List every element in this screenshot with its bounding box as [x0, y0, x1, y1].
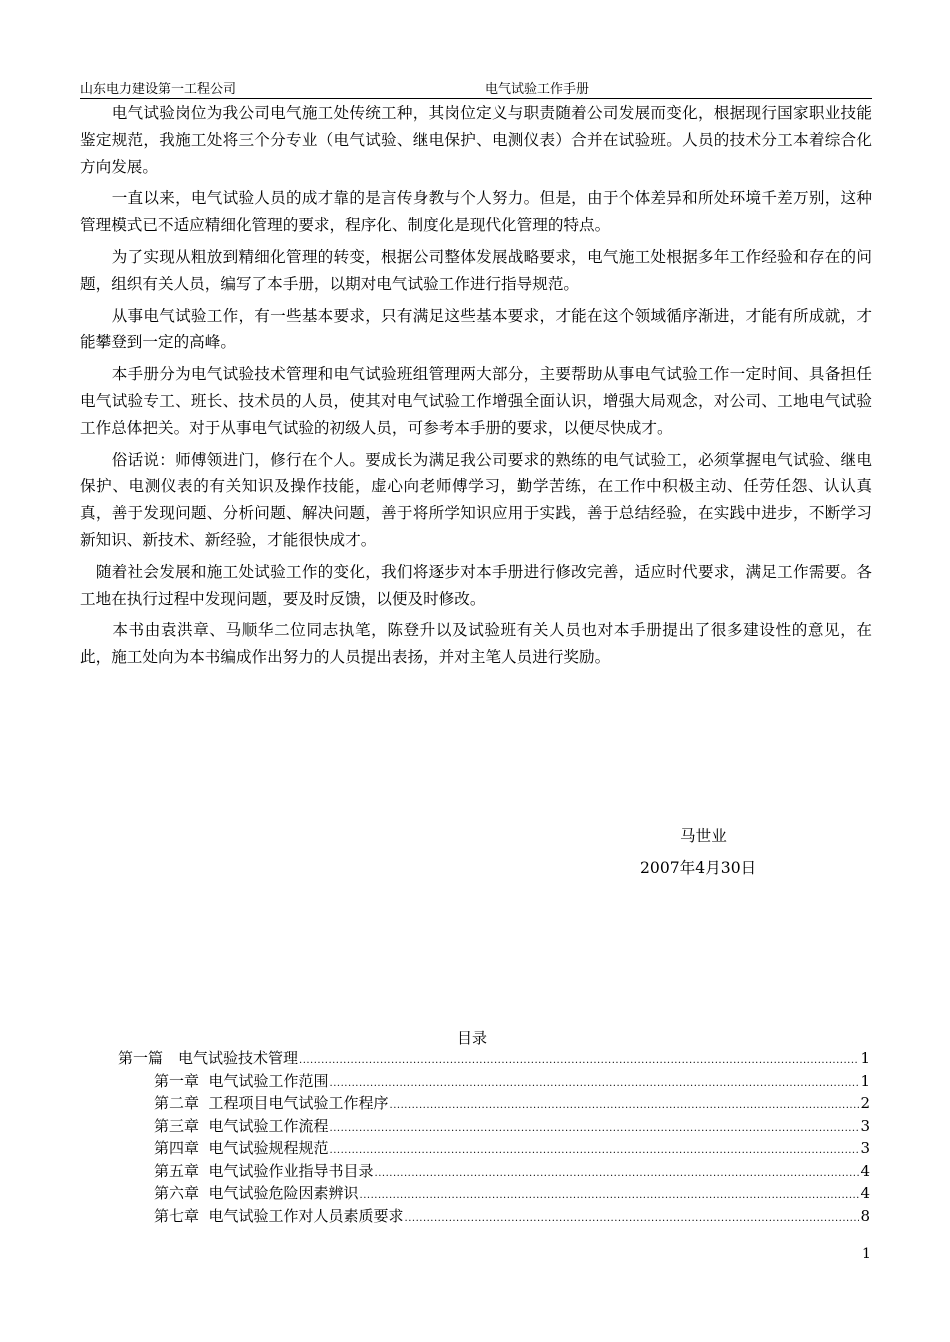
toc-entry[interactable]: [118, 1137, 870, 1160]
paragraph: 一直以来，电气试验人员的成才靠的是言传身教与个人努力。但是，由于个体差异和所处环境千差万别，这种管理模式已不适应精细化管理的要求，程序化、制度化是现代化管理的特点。: [80, 189, 872, 235]
toc-entry-page: 2: [860, 1094, 870, 1112]
toc-entry-page: 1: [860, 1049, 870, 1067]
toc-entry-page: 4: [860, 1184, 870, 1202]
toc-entry-label: 第七章 电气试验工作对人员素质要求: [154, 1206, 404, 1225]
page-number: 1: [862, 1246, 871, 1262]
paragraph: 电气试验岗位为我公司电气施工处传统工种，其岗位定义与职责随着公司发展而变化，根据现行国家职业技能鉴定规范，我施工处将三个分专业（电气试验、继电保护、电测仪表）合并在试验班。人员的技术分工本着综合化方向发展。: [80, 104, 872, 176]
toc-entry-page: 1: [860, 1071, 870, 1090]
toc-entry[interactable]: [118, 1160, 870, 1183]
toc-title: 目录: [457, 1029, 488, 1047]
toc-entry-label: 第二章 工程项目电气试验工作程序: [154, 1094, 389, 1112]
paragraph: 本手册分为电气试验技术管理和电气试验班组管理两大部分，主要帮助从事电气试验工作一定时间、具备担任电气试验专工、班长、技术员的人员，使其对电气试验工作增强全面认识，增强大局观念，对公司、工地电气试验工作总体把关。对于从事电气试验的初级人员，可参考本手册的要求，以便尽快成才。: [80, 365, 872, 437]
toc-entry[interactable]: [118, 1115, 870, 1138]
toc-entry[interactable]: [118, 1092, 870, 1115]
toc-entry-page: 4: [860, 1161, 870, 1180]
toc-leader-dots: [360, 1185, 860, 1208]
paragraph: 从事电气试验工作，有一些基本要求，只有满足这些基本要求，才能在这个领域循序渐进，才能有所成就，才能攀登到一定的高峰。: [80, 306, 872, 352]
toc-entry-label: 第一章 电气试验工作范围: [154, 1071, 329, 1090]
toc-entry[interactable]: [118, 1182, 870, 1205]
paragraph: 俗话说：师傅领进门，修行在个人。要成长为满足我公司要求的熟练的电气试验工，必须掌握电气试验、继电保护、电测仪表的有关知识及操作技能，虚心向老师傅学习，勤学苦练，在工作中积极主动、任劳任怨、认认真真，善于发现问题、分析问题、解决问题，善于将所学知识应用于实践，善于总结经验，在实践中进步，不断学习新知识、新技术、新经验，才能很快成才。: [80, 450, 872, 549]
toc-leader-dots: [299, 1050, 859, 1073]
signature-name: 马世业: [680, 827, 727, 845]
toc-leader-dots: [405, 1208, 860, 1231]
table-of-contents: [118, 1047, 870, 1227]
toc-entry-label: 第四章 电气试验规程规范: [154, 1139, 329, 1157]
toc-entry[interactable]: [118, 1205, 870, 1228]
header-title: 电气试验工作手册: [485, 82, 590, 97]
toc-entry[interactable]: [118, 1047, 870, 1070]
toc-leader-dots: [330, 1140, 860, 1163]
toc-entry-label: 第六章 电气试验危险因素辨识: [154, 1184, 359, 1202]
toc-entry-label: 第三章 电气试验工作流程: [154, 1116, 329, 1135]
toc-entry-label: 第五章 电气试验作业指导书目录: [154, 1161, 374, 1180]
toc-entry-label: 第一篇 电气试验技术管理: [118, 1049, 299, 1067]
toc-leader-dots: [390, 1095, 860, 1118]
preface-body: [80, 100, 872, 676]
paragraph: 本书由袁洪章、马顺华二位同志执笔，陈登升以及试验班有关人员也对本手册提出了很多建设性的意见，在此，施工处向为本书编成作出努力的人员提出表扬，并对主笔人员进行奖励。: [80, 621, 872, 667]
toc-entry-page: 3: [860, 1116, 870, 1135]
toc-entry-page: 8: [860, 1206, 870, 1225]
paragraph: 随着社会发展和施工处试验工作的变化，我们将逐步对本手册进行修改完善，适应时代要求，满足工作需要。各工地在执行过程中发现问题，要及时反馈，以便及时修改。: [80, 562, 872, 608]
page-header: [80, 78, 872, 99]
header-company: 山东电力建设第一工程公司: [80, 82, 237, 97]
toc-leader-dots: [375, 1163, 860, 1186]
paragraph: 为了实现从粗放到精细化管理的转变，根据公司整体发展战略要求，电气施工处根据多年工作经验和存在的问题，组织有关人员，编写了本手册，以期对电气试验工作进行指导规范。: [80, 247, 872, 293]
signature-date: 2007年4月30日: [640, 859, 757, 877]
toc-leader-dots: [330, 1073, 860, 1096]
toc-entry-page: 3: [860, 1139, 870, 1157]
toc-leader-dots: [330, 1118, 860, 1141]
toc-entry[interactable]: [118, 1070, 870, 1093]
